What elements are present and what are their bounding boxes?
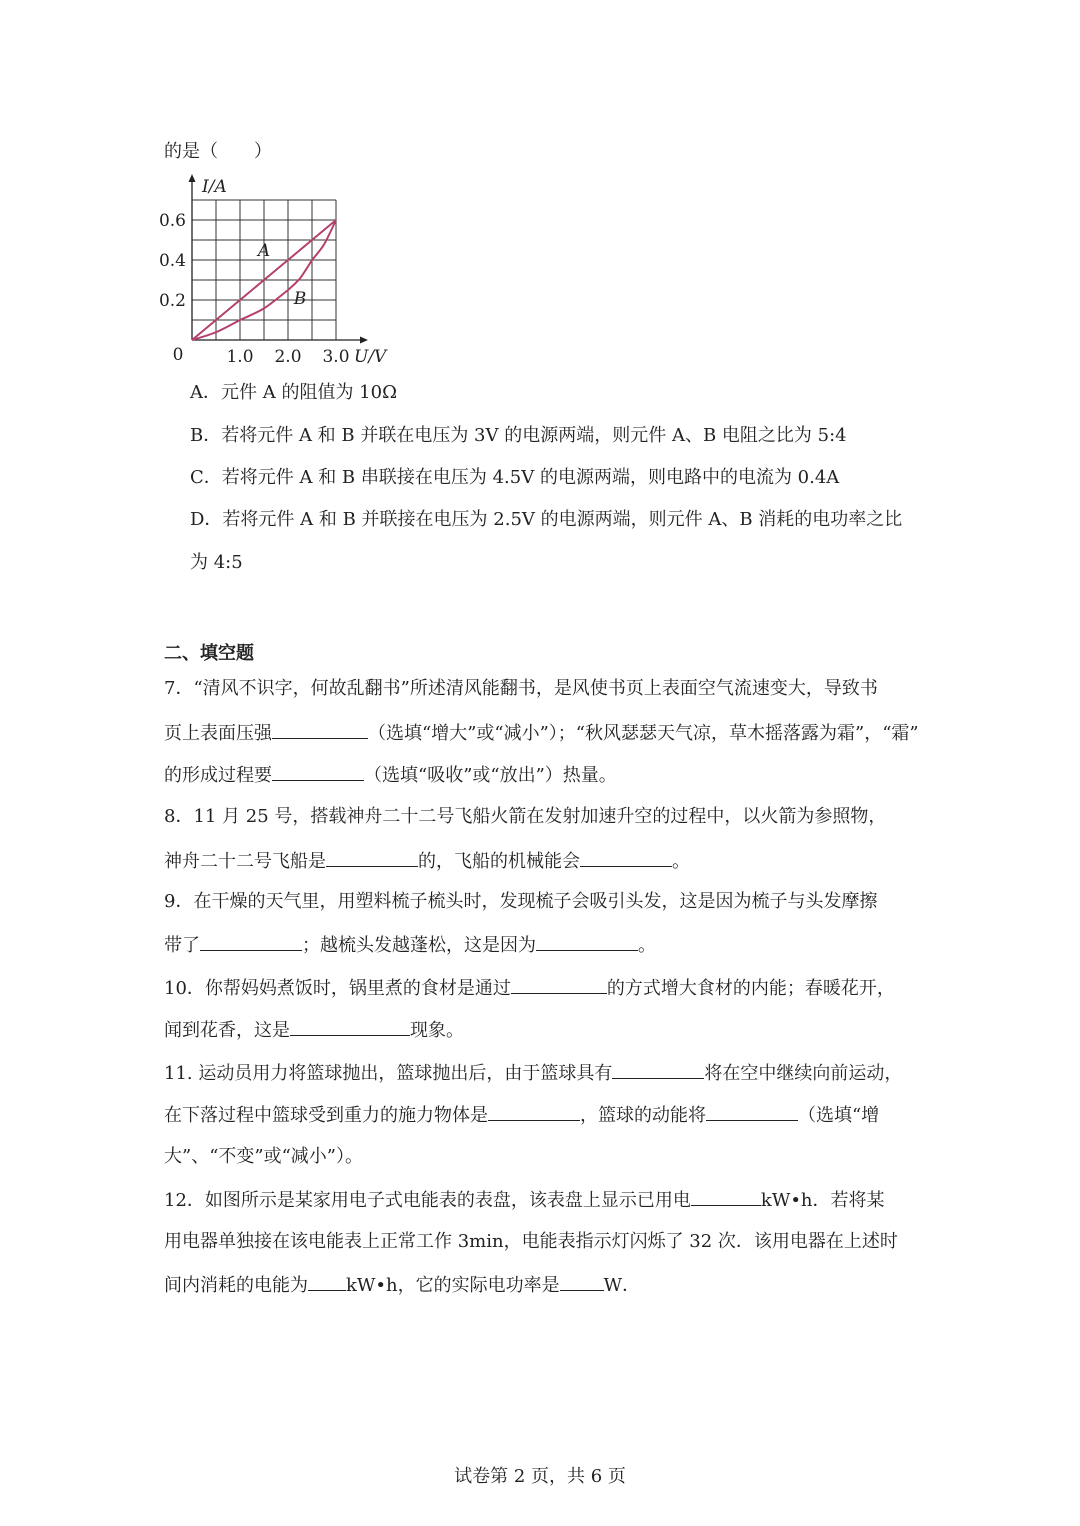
y-axis-label: I/A	[202, 177, 227, 197]
q9-text: 带了	[164, 935, 200, 956]
q11-line2	[164, 1102, 879, 1128]
q12-line3	[164, 1272, 640, 1298]
y-tick-label: 0.4	[158, 251, 186, 271]
q8-text: 神舟二十二号飞船是	[164, 851, 326, 872]
q7-text: 的形成过程要	[164, 765, 272, 786]
q12-blank-1[interactable]	[691, 1187, 761, 1206]
q7-text: （选填“吸收”或“放出”）热量。	[364, 765, 617, 786]
q7-line1: 7．“清风不识字，何故乱翻书”所述清风能翻书，是风使书页上表面空气流速变大，导致书	[164, 678, 878, 699]
q12-text: W．	[603, 1275, 641, 1296]
page-footer: 试卷第 2 页，共 6 页	[454, 1466, 626, 1487]
x-tick-label: 3.0	[322, 347, 350, 367]
q12-line2: 用电器单独接在该电能表上正常工作 3min，电能表指示灯闪烁了 32 次．该用电器在上述时	[164, 1231, 898, 1252]
q8-line2	[164, 848, 690, 874]
q6-option-c: C．若将元件 A 和 B 串联接在电压为 4.5V 的电源两端，则电路中的电流为 0.4A	[190, 467, 840, 488]
q11-text: （选填“增	[798, 1105, 880, 1126]
q12-blank-3[interactable]	[560, 1272, 604, 1291]
grid	[192, 200, 336, 340]
q10-line2	[164, 1017, 464, 1043]
q6-option-a: A．元件 A 的阻值为 10Ω	[190, 382, 397, 403]
q7-blank-2[interactable]	[272, 762, 364, 781]
section-title: 二、填空题	[164, 643, 254, 664]
q12-text: kW•h．若将某	[760, 1190, 885, 1211]
q11-blank-3[interactable]	[706, 1102, 798, 1121]
q11-text: ，篮球的动能将	[580, 1105, 706, 1126]
series-a-label: A	[257, 241, 271, 261]
q10-blank-2[interactable]	[290, 1017, 410, 1036]
axes	[189, 174, 369, 344]
x-tick-label: 2.0	[274, 347, 302, 367]
q7-text: 页上表面压强	[164, 723, 272, 744]
q9-line1: 9．在干燥的天气里，用塑料梳子梳头时，发现梳子会吸引头发，这是因为梳子与头发摩擦	[164, 891, 878, 912]
q10-text: 闻到花香，这是	[164, 1020, 290, 1041]
y-tick-label: 0.6	[158, 211, 186, 231]
q9-text: 。	[638, 935, 656, 956]
q12-text: 12．如图所示是某家用电子式电能表的表盘，该表盘上显示已用电	[164, 1190, 691, 1211]
x-axis-arrow	[360, 337, 368, 344]
series-b-label: B	[293, 289, 307, 309]
q6-option-b: B．若将元件 A 和 B 并联在电压为 3V 的电源两端，则元件 A、B 电阻之比为 5:4	[190, 425, 847, 446]
x-tick-label: 1.0	[226, 347, 254, 367]
q9-text: ；越梳头发越蓬松，这是因为	[302, 935, 536, 956]
q7-line3	[164, 762, 617, 788]
q6-option-d-line2: 为 4:5	[190, 552, 243, 573]
q11-text: 在下落过程中篮球受到重力的施力物体是	[164, 1105, 488, 1126]
y-axis-arrow	[189, 174, 196, 182]
y-tick-label: 0.2	[158, 291, 186, 311]
q6-stem-tail: 的是（ ）	[164, 141, 272, 162]
origin-label: 0	[172, 345, 184, 365]
q7-line2	[164, 720, 919, 746]
q8-text: 的，飞船的机械能会	[418, 851, 580, 872]
iu-graph	[158, 172, 398, 372]
q12-line1	[164, 1187, 885, 1213]
q11-blank-1[interactable]	[612, 1060, 704, 1079]
q9-line2	[164, 932, 656, 958]
q6-option-d-line1: D．若将元件 A 和 B 并联接在电压为 2.5V 的电源两端，则元件 A、B 消耗的电功率之比	[190, 509, 903, 530]
q11-line3: 大”、“不变”或“减小”）。	[164, 1146, 364, 1167]
q12-text: 间内消耗的电能为	[164, 1275, 308, 1296]
q10-blank-1[interactable]	[511, 975, 607, 994]
x-axis-label: U/V	[354, 347, 387, 367]
q9-blank-1[interactable]	[200, 932, 302, 951]
q9-blank-2[interactable]	[536, 932, 638, 951]
q8-text: 。	[672, 851, 690, 872]
q11-text: 11. 运动员用力将篮球抛出，篮球抛出后，由于篮球具有	[164, 1063, 613, 1084]
q8-blank-1[interactable]	[326, 848, 418, 867]
q11-blank-2[interactable]	[488, 1102, 580, 1121]
q12-text: kW•h，它的实际电功率是	[346, 1275, 560, 1296]
q11-text: 将在空中继续向前运动，	[704, 1063, 903, 1084]
q7-blank-1[interactable]	[272, 720, 368, 739]
q8-line1: 8．11 月 25 号，搭载神舟二十二号飞船火箭在发射加速升空的过程中，以火箭为参照物，	[164, 806, 887, 827]
q10-line1	[164, 975, 895, 1001]
q8-blank-2[interactable]	[580, 848, 672, 867]
q10-text: 10．你帮妈妈煮饭时，锅里煮的食材是通过	[164, 978, 511, 999]
q12-blank-2[interactable]	[308, 1272, 346, 1291]
q10-text: 的方式增大食材的内能；春暖花开，	[606, 978, 895, 999]
q7-text: （选填“增大”或“减小”）；“秋风瑟瑟天气凉，草木摇落露为霜”，“霜”	[368, 723, 919, 744]
q10-text: 现象。	[410, 1020, 464, 1041]
q11-line1	[164, 1060, 902, 1086]
